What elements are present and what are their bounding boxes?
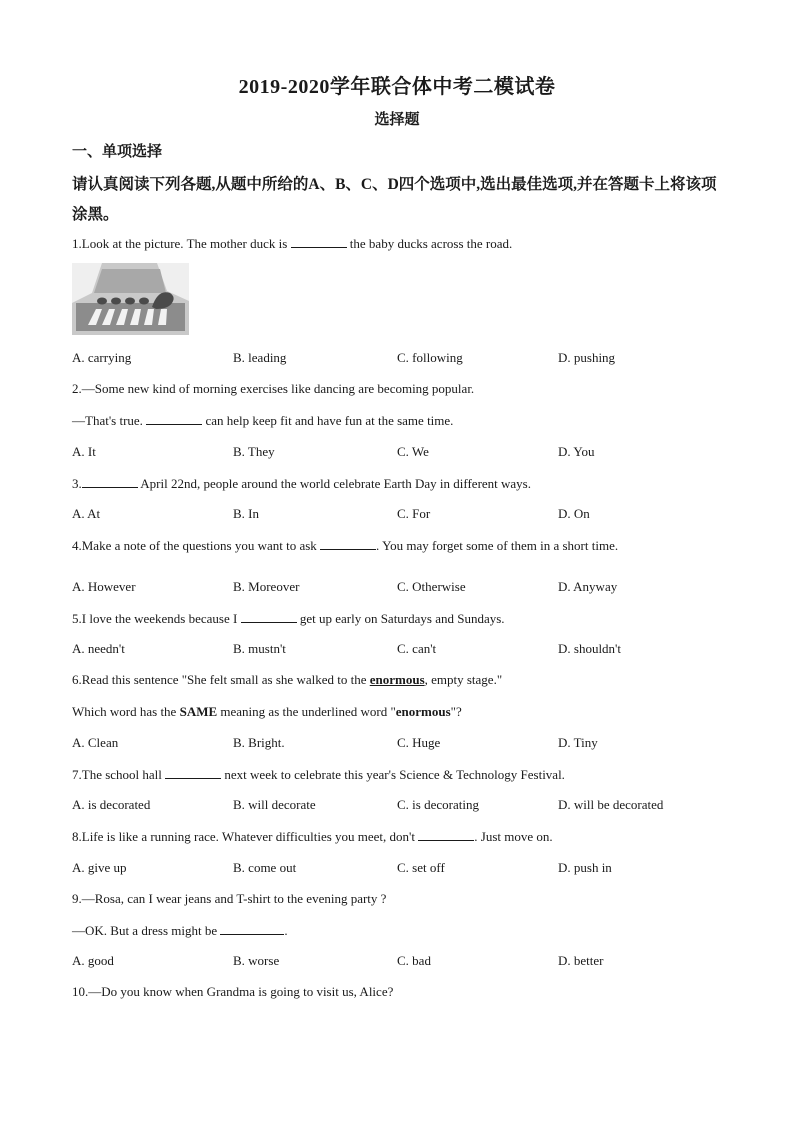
question-6-prompt bbox=[72, 704, 462, 720]
option-b: B. Moreover bbox=[233, 579, 300, 594]
question-text: 7.The school hall bbox=[72, 767, 166, 782]
option-b: B. will decorate bbox=[233, 797, 316, 812]
option-a: A. Clean bbox=[72, 735, 119, 750]
question-7 bbox=[72, 766, 565, 783]
emphasis-word: enormous bbox=[395, 704, 451, 719]
question-2: 2.—Some new kind of morning exercises like dancing are becoming popular. bbox=[72, 381, 475, 396]
option-c: C. Huge bbox=[397, 735, 441, 750]
question-text: get up early on Saturdays and Sundays. bbox=[296, 611, 505, 626]
option-a: A. give up bbox=[72, 860, 127, 875]
option-c: C. set off bbox=[397, 860, 445, 875]
question-text: 8.Life is like a running race. Whatever difficulties you meet, don't bbox=[72, 829, 419, 844]
question-2-reply bbox=[72, 412, 453, 429]
question-text: can help keep fit and have fun at the same time. bbox=[202, 413, 454, 428]
question-9: 9.—Rosa, can I wear jeans and T-shirt to the evening party ? bbox=[72, 891, 387, 906]
question-4 bbox=[72, 537, 618, 554]
option-b: B. In bbox=[233, 506, 259, 521]
question-9-reply bbox=[72, 922, 288, 939]
question-1 bbox=[72, 235, 512, 252]
answer-blank bbox=[418, 828, 474, 841]
option-d: D. push in bbox=[558, 860, 612, 875]
option-c: C. Otherwise bbox=[397, 579, 466, 594]
option-b: B. Bright. bbox=[233, 735, 285, 750]
option-d: D. You bbox=[558, 444, 595, 459]
question-text: 6.Read this sentence "She felt small as she walked to the bbox=[72, 672, 370, 687]
answer-blank bbox=[165, 766, 221, 779]
page-title: 2019-2020学年联合体中考二模试卷 bbox=[238, 76, 556, 98]
question-text: 1.Look at the picture. The mother duck is bbox=[72, 236, 291, 251]
question-text: —OK. But a dress might be bbox=[72, 923, 221, 938]
question-6 bbox=[72, 672, 502, 688]
option-a: A. At bbox=[72, 506, 101, 521]
question-5 bbox=[72, 610, 505, 627]
question-text: next week to celebrate this year's Science & Technology Festival. bbox=[221, 767, 565, 782]
option-b: B. worse bbox=[233, 953, 280, 968]
question-text: . Just move on. bbox=[474, 829, 553, 844]
answer-blank bbox=[220, 922, 284, 935]
question-text: 4.Make a note of the questions you want to ask bbox=[72, 538, 321, 553]
option-a: A. It bbox=[72, 444, 96, 459]
emphasis-word: SAME bbox=[179, 704, 218, 719]
option-a: A. carrying bbox=[72, 350, 132, 365]
option-d: D. shouldn't bbox=[558, 641, 622, 656]
question-text: 3. bbox=[72, 476, 82, 491]
option-c: C. is decorating bbox=[397, 797, 479, 812]
question-text: . You may forget some of them in a short time. bbox=[376, 538, 619, 553]
question-10: 10.—Do you know when Grandma is going to visit us, Alice? bbox=[72, 984, 394, 999]
question-text: "? bbox=[450, 704, 462, 719]
option-c: C. following bbox=[397, 350, 463, 365]
answer-blank bbox=[291, 235, 347, 248]
answer-blank bbox=[82, 475, 138, 488]
question-text: the baby ducks across the road. bbox=[346, 236, 513, 251]
duck-crossing-picture bbox=[72, 263, 189, 335]
option-b: B. They bbox=[233, 444, 275, 459]
option-b: B. leading bbox=[233, 350, 287, 365]
option-c: C. can't bbox=[397, 641, 437, 656]
question-text: . bbox=[284, 923, 288, 938]
option-b: B. mustn't bbox=[233, 641, 286, 656]
option-d: D. Anyway bbox=[558, 579, 618, 594]
question-text: meaning as the underlined word " bbox=[217, 704, 396, 719]
question-3 bbox=[72, 475, 531, 492]
answer-blank bbox=[241, 610, 297, 623]
option-d: D. will be decorated bbox=[558, 797, 664, 812]
option-a: A. needn't bbox=[72, 641, 125, 656]
option-a: A. good bbox=[72, 953, 114, 968]
option-b: B. come out bbox=[233, 860, 297, 875]
option-d: D. better bbox=[558, 953, 604, 968]
option-a: A. However bbox=[72, 579, 136, 594]
question-text: , empty stage." bbox=[424, 672, 503, 687]
option-c: C. bad bbox=[397, 953, 431, 968]
option-c: C. For bbox=[397, 506, 431, 521]
section-heading: 一、单项选择 bbox=[72, 144, 163, 160]
question-8 bbox=[72, 828, 553, 845]
answer-blank bbox=[146, 412, 202, 425]
page-subtitle: 选择题 bbox=[374, 112, 420, 128]
option-c: C. We bbox=[397, 444, 429, 459]
question-text: —That's true. bbox=[72, 413, 147, 428]
question-text: Which word has the bbox=[72, 704, 180, 719]
answer-blank bbox=[320, 537, 376, 550]
question-text: April 22nd, people around the world celebrate Earth Day in different ways. bbox=[137, 476, 531, 491]
underlined-word: enormous bbox=[369, 672, 425, 687]
option-d: D. On bbox=[558, 506, 590, 521]
question-text: 5.I love the weekends because I bbox=[72, 611, 241, 626]
option-d: D. pushing bbox=[558, 350, 616, 365]
option-d: D. Tiny bbox=[558, 735, 598, 750]
section-instruction: 请认真阅读下列各题,从题中所给的A、B、C、D四个选项中,选出最佳选项,并在答题卡上将该项涂黑。 bbox=[72, 176, 717, 223]
option-a: A. is decorated bbox=[72, 797, 151, 812]
